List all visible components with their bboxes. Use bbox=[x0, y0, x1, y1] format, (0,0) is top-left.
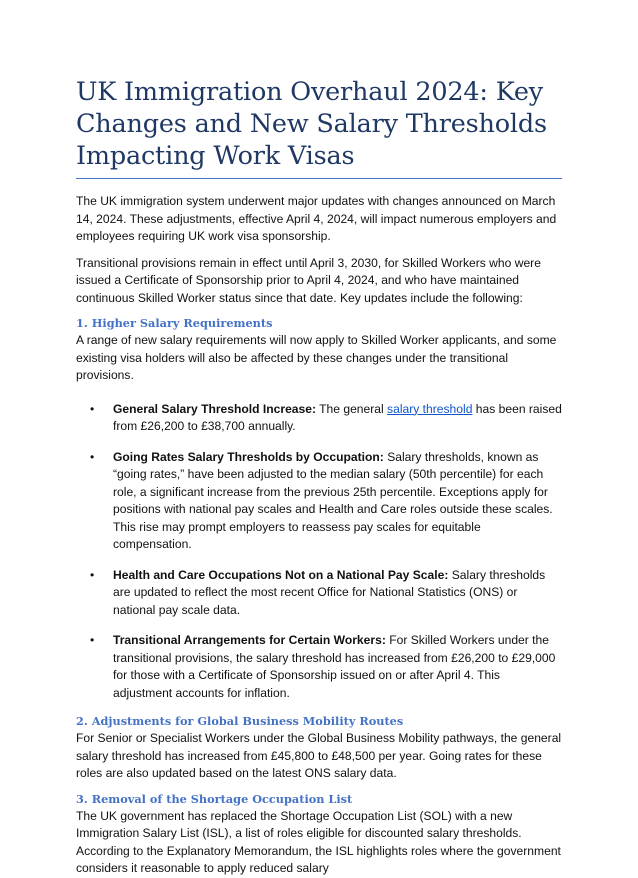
list-item bbox=[76, 401, 562, 436]
bullet-marker: • bbox=[90, 449, 95, 464]
section-2-text: For Senior or Specialist Workers under the Global Business Mobility pathways, the general salary threshold has increased from £45,800 to £48,500 per year. Going rates for these roles are also updated based on the latest ONS salary data. bbox=[76, 731, 562, 780]
page-title: UK Immigration Overhaul 2024: Key Changes and New Salary Thresholds Impacting Work Visas bbox=[76, 77, 547, 171]
intro-paragraph-2: Transitional provisions remain in effect until April 3, 2030, for Skilled Workers who were issued a Certificate of Sponsorship prior to April 4, 2024, and who have maintained continuous Skilled Worker status since that date. Key updates include the following: bbox=[76, 255, 541, 305]
section-heading-2: 2. Adjustments for Global Business Mobility Routes bbox=[76, 714, 404, 728]
section-heading-3: 3. Removal of the Shortage Occupation List bbox=[76, 791, 353, 806]
bullet-text: Salary thresholds, known as “going rates,” have been adjusted to the median salary (50th percentile) for each role, a significant increase from the previous 25th percentile. Exceptions apply for positions with national pay scales and Health and Care roles outside these scales. This rise may prompt employers to reassess pay scales for equitable compensation. bbox=[113, 449, 553, 551]
bullet-marker: • bbox=[90, 633, 95, 647]
title-divider bbox=[76, 178, 562, 179]
bullet-marker: • bbox=[90, 401, 95, 416]
bullet-text: The general bbox=[316, 401, 388, 416]
bullet-text: has been raised from £26,200 to £38,700 annually. bbox=[113, 401, 562, 433]
section-salary-requirements bbox=[76, 316, 562, 702]
intro-paragraph-1: The UK immigration system underwent major updates with changes announced on March 14, 2024. These adjustments, effective April 4, 2024, will impact numerous employers and employees requiring UK work visa sponsorship. bbox=[76, 194, 557, 243]
section-global-business-mobility bbox=[76, 714, 562, 783]
section-heading-1: 1. Higher Salary Requirements bbox=[76, 316, 273, 330]
bullet-marker: • bbox=[90, 567, 95, 582]
section-1-text: A range of new salary requirements will now apply to Skilled Worker applicants, and some existing visa holders will also be affected by these changes under the transitional provisions. bbox=[76, 333, 557, 382]
section-3-text: The UK government has replaced the Shortage Occupation List (SOL) with a new Immigration Salary List (ISL), a list of roles eligible for discounted salary thresholds. According to the Explanatory Memorandum, the ISL highlights roles where the government considers it reasonable to apply reduced salary bbox=[76, 808, 561, 875]
bullet-title: Going Rates Salary Thresholds by Occupation: bbox=[113, 449, 384, 464]
list-item bbox=[76, 567, 562, 620]
bullet-title: Health and Care Occupations Not on a National Pay Scale: bbox=[113, 567, 449, 582]
bullet-text: Salary thresholds are updated to reflect the most recent Office for National Statistics (ONS) or national pay scale data. bbox=[113, 567, 546, 617]
bullet-title: General Salary Threshold Increase: bbox=[113, 401, 316, 416]
bullet-text: For Skilled Workers under the transitional provisions, the salary threshold has increased from £26,200 to £29,000 for those with a Certificate of Sponsorship issued on or after April 4. This adjustment accounts for inflation. bbox=[113, 633, 556, 700]
list-item bbox=[76, 449, 562, 554]
section-shortage-occupation-list bbox=[76, 792, 562, 878]
list-item bbox=[76, 632, 562, 702]
salary-threshold-link[interactable]: salary threshold bbox=[387, 401, 473, 416]
bullet-title: Transitional Arrangements for Certain Workers: bbox=[113, 633, 386, 647]
salary-bullet-list bbox=[76, 401, 562, 703]
